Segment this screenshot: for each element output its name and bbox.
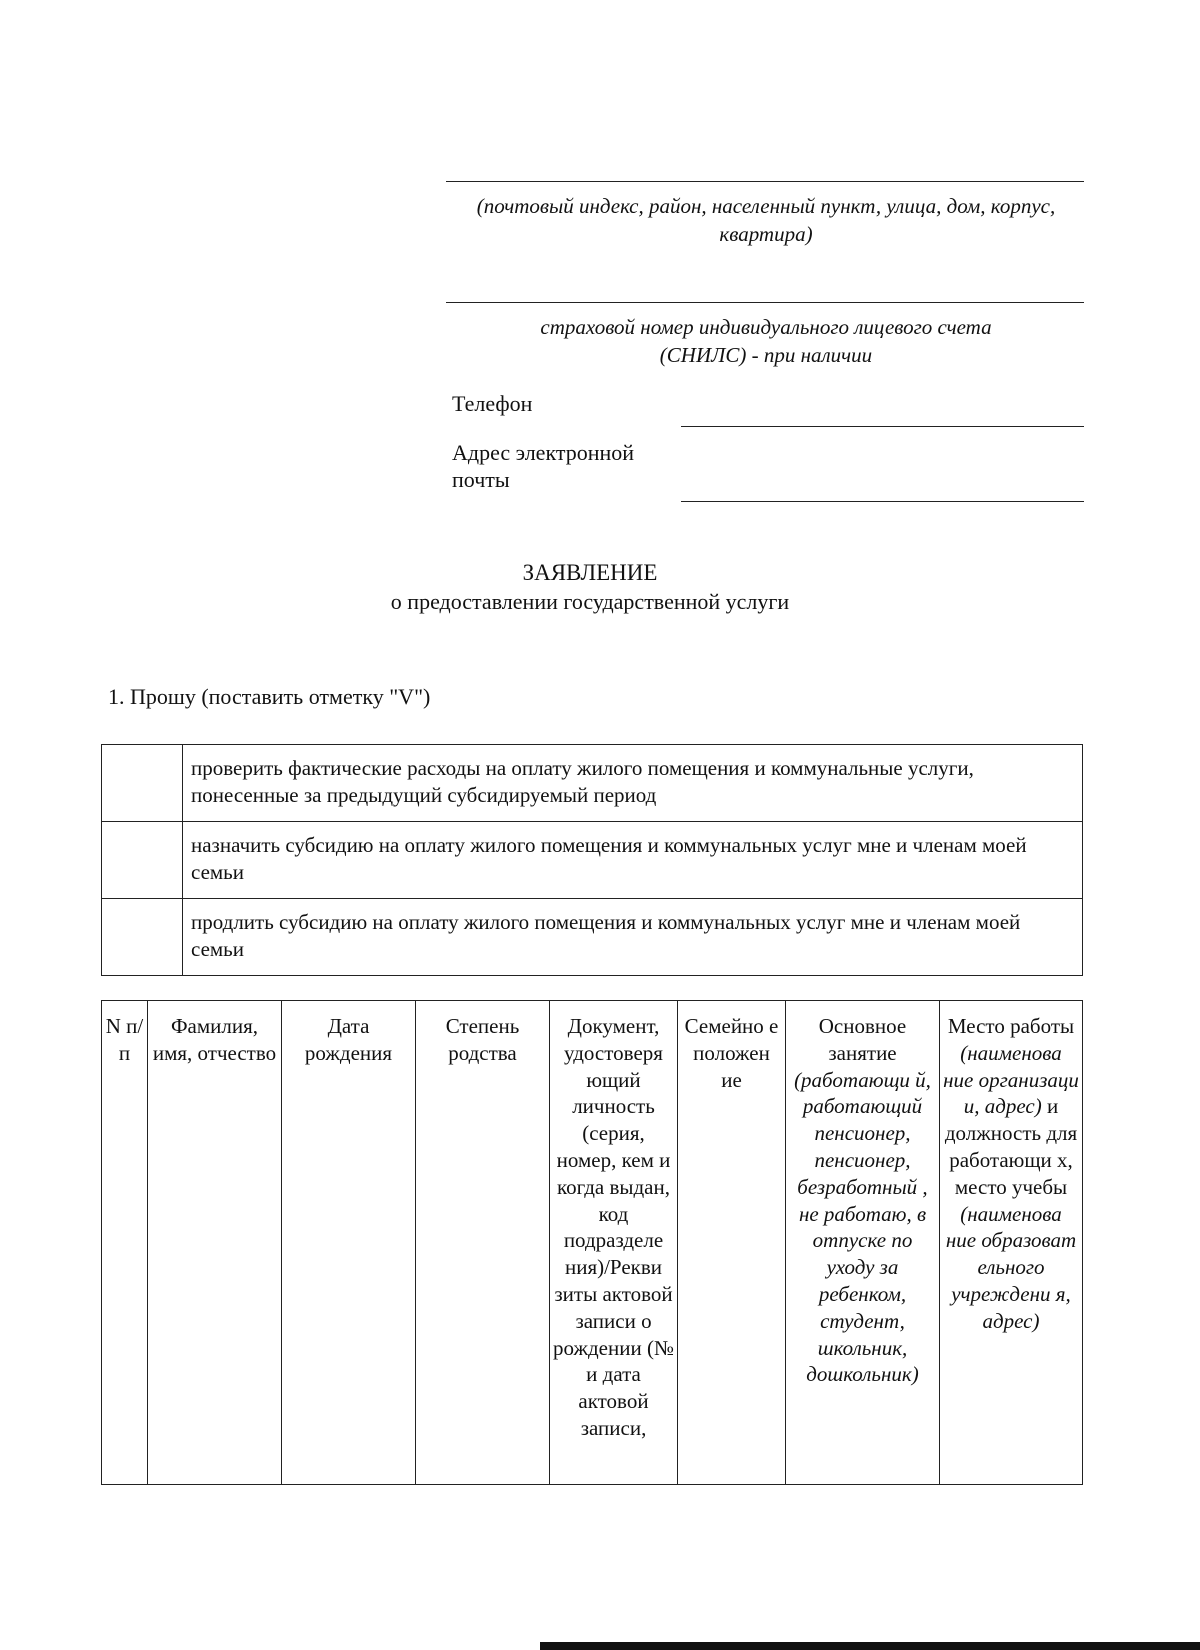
col-occupation-title: Основное занятие <box>818 1014 907 1065</box>
scan-edge-bar <box>540 1642 1200 1650</box>
col-work-italic2: (наименова ние образоват ельного учреждени я, адрес) <box>945 1201 1077 1333</box>
option-text-2: назначить субсидию на оплату жилого помещения и коммунальных услуг мне и членам моей семьи <box>183 822 1083 899</box>
col-birth-header: Дата рождения <box>282 1001 416 1485</box>
address-caption: (почтовый индекс, район, населенный пункт, улица, дом, корпус, квартира) <box>476 194 1056 246</box>
email-label-line2: почты <box>452 467 510 492</box>
col-work-title: Место работы <box>947 1014 1075 1038</box>
option-row <box>102 899 1083 976</box>
option-text-1: проверить фактические расходы на оплату жилого помещения и коммунальные услуги, понесенные за предыдущий субсидируемый период <box>183 745 1083 822</box>
snils-line <box>446 302 1084 303</box>
document-subtitle: о предоставлении государственной услуги <box>390 589 790 614</box>
col-marital-header: Семейно е положен ие <box>678 1001 786 1485</box>
col-occupation-italic: (работающи й, работающий пенсионер, пенсионер, безработный , не работаю, в отпуске по уходу за ребенком, студент, школьник, дошкольник) <box>794 1067 931 1387</box>
option-checkbox-3[interactable] <box>102 899 183 976</box>
snils-caption-line1: страховой номер индивидуального лицевого счета <box>540 315 992 339</box>
option-checkbox-1[interactable] <box>102 745 183 822</box>
options-table <box>101 744 1083 976</box>
document-title: ЗАЯВЛЕНИЕ <box>522 560 658 585</box>
option-checkbox-2[interactable] <box>102 822 183 899</box>
address-line <box>446 181 1084 182</box>
col-name-header: Фамилия, имя, отчество <box>148 1001 282 1485</box>
col-relation-header: Степень родства <box>416 1001 550 1485</box>
option-row <box>102 745 1083 822</box>
section1-heading: 1. Прошу (поставить отметку "V") <box>108 684 431 709</box>
phone-label: Телефон <box>452 391 533 416</box>
email-label-line1: Адрес электронной <box>452 440 635 465</box>
email-line <box>681 501 1084 502</box>
col-occupation-header <box>786 1001 940 1485</box>
snils-caption-line2: (СНИЛС) - при наличии <box>659 343 873 367</box>
col-work-header <box>940 1001 1083 1485</box>
phone-line <box>681 426 1084 427</box>
col-num-header: N п/п <box>102 1001 148 1485</box>
family-table <box>101 1000 1083 1485</box>
option-row <box>102 822 1083 899</box>
family-header-row <box>102 1001 1083 1485</box>
col-work-italic1: (наименова ние организаци и, адрес) <box>943 1040 1079 1119</box>
option-text-3: продлить субсидию на оплату жилого помещения и коммунальных услуг мне и членам моей семьи <box>183 899 1083 976</box>
col-document-header: Документ, удостоверя ющий личность (серия, номер, кем и когда выдан, код подразделе ния)/Рекви зиты актовой записи о рождении (№ и дата актовой записи, <box>550 1001 678 1485</box>
col-work-mid: и должность для работающи х, место учебы <box>944 1094 1078 1199</box>
